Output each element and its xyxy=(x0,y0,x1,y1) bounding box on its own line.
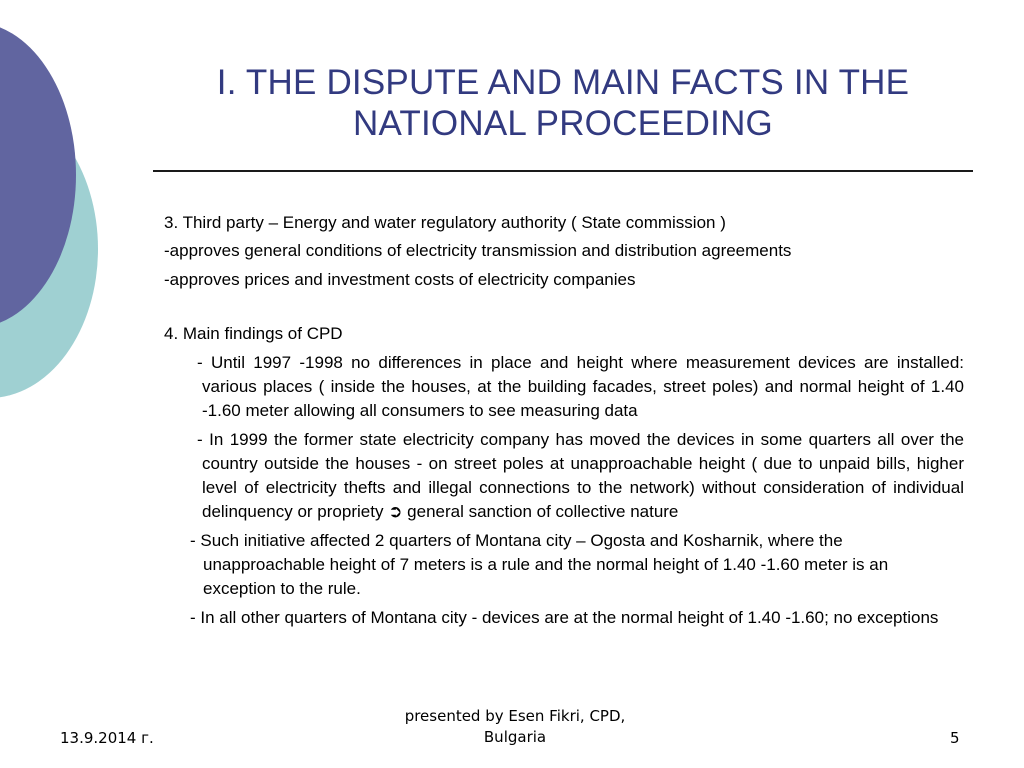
footer-presenter-line-2: Bulgaria xyxy=(483,728,547,746)
footer-presenter xyxy=(380,706,650,748)
approves-prices-line: -approves prices and investment costs of electricity companies xyxy=(164,270,636,289)
slide-title xyxy=(154,62,972,144)
finding-bullet-4: - In all other quarters of Montana city - devices are at the normal height of 1.40 -1.60; no exceptions xyxy=(190,608,939,627)
finding-bullet-2-conclusion: general sanction of collective nature xyxy=(407,502,679,521)
finding-bullet-1: - Until 1997 -1998 no differences in place and height where measurement devices are installed: various places ( inside the houses, at the building facades, street poles) and normal height of 1.40 -1.60 meter allowing all consumers to see measuring data xyxy=(197,353,964,420)
slide-number: 5 xyxy=(950,729,960,747)
arrow-icon: ➲ xyxy=(388,502,403,521)
footer-presenter-line-1: presented by Esen Fikri, CPD, xyxy=(404,707,626,725)
finding-bullet-2 xyxy=(164,428,964,524)
footer-date: 13.9.2014 г. xyxy=(60,729,154,747)
approves-conditions-line: -approves general conditions of electricity transmission and distribution agreements xyxy=(164,241,792,260)
finding-bullet-2-text: - In 1999 the former state electricity company has moved the devices in some quarters all over the country outside the houses - on street poles at unapproachable height ( due to unpaid bills, higher level of electricity thefts and illegal connections to the network) without consideration of individual delinquency or propriety xyxy=(197,430,964,521)
slide-body xyxy=(164,211,964,635)
finding-bullet-3: - Such initiative affected 2 quarters of Montana city – Ogosta and Kosharnik, where the unapproachable height of 7 meters is a rule and the normal height of 1.40 -1.60 meter is an exception to the rule. xyxy=(190,531,889,598)
findings-heading: 4. Main findings of CPD xyxy=(164,324,343,343)
slide-title-line-2: NATIONAL PROCEEDING xyxy=(353,104,773,143)
third-party-line: 3. Third party – Energy and water regulatory authority ( State commission ) xyxy=(164,213,726,232)
title-divider xyxy=(153,170,973,172)
slide-title-line-1: I. THE DISPUTE AND MAIN FACTS IN THE xyxy=(216,63,910,102)
decorative-circles xyxy=(0,0,110,420)
